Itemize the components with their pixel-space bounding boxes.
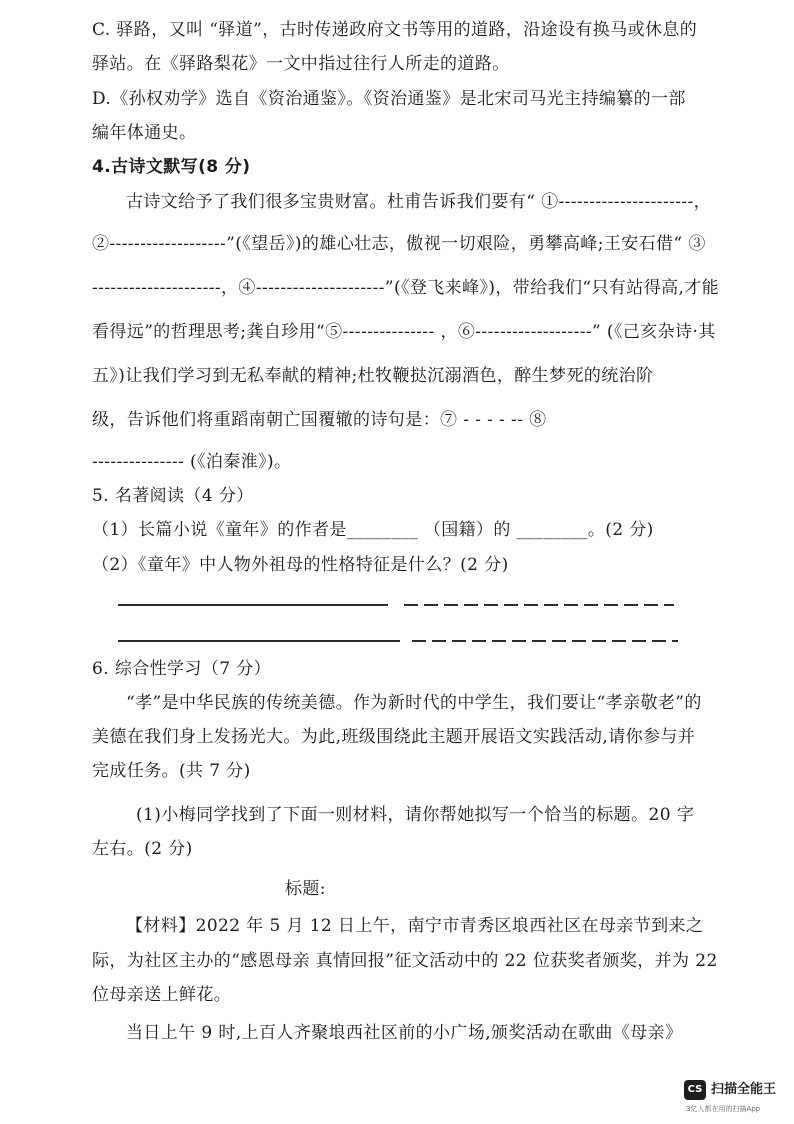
question-6-line-1: “孝”是中华民族的传统美德。作为新时代的中学生，我们要让“孝亲敬老”的 — [126, 693, 702, 713]
question-6-task-1-cont: 左右。(2 分) — [92, 839, 193, 859]
question-4-line-4: 看得远”的哲理思考;龚自珍用“⑤--------------- ，⑥-------------------” (《己亥杂诗·其 — [92, 322, 716, 342]
question-4-line-6: 级，告诉他们将重蹈南朝亡国覆辙的诗句是：⑦ - - - - -- ⑧ — [92, 410, 547, 430]
answer-line-2a[interactable] — [118, 640, 400, 642]
question-5-heading: 5. 名著阅读（4 分） — [92, 486, 254, 506]
material-line-3: 位母亲送上鲜花。 — [92, 985, 232, 1005]
question-5-part-2: （2）《童年》中人物外祖母的性格特征是什么？(2 分) — [92, 555, 509, 575]
watermark-tagline: 3亿人都在用的扫描App — [686, 1105, 761, 1113]
question-5-part-1: （1）长篇小说《童年》的作者是________ （国籍）的 ________。(2 分) — [92, 520, 654, 540]
question-6-line-3: 完成任务。(共 7 分) — [92, 761, 251, 781]
question-4-line-3: ---------------------，④---------------------”(《登飞来峰》)，带给我们“只有站得高,才能 — [92, 278, 720, 298]
material-line-1: 【材料】2022 年 5 月 12 日上午，南宁市青秀区埌西社区在母亲节到来之 — [126, 916, 704, 936]
question-4-line-7: --------------- (《泊秦淮》)。 — [92, 452, 292, 472]
option-c-line-1: C. 驿路，又叫 “驿道”，古时传递政府文书等用的道路，沿途设有换马或休息的 — [92, 20, 698, 40]
option-d-line-2: 编年体通史。 — [92, 123, 197, 143]
question-4-line-5: 五》)让我们学习到无私奉献的精神;杜牧鞭挞沉溺酒色，醉生梦死的统治阶 — [92, 366, 654, 386]
question-6-line-2: 美德在我们身上发扬光大。为此,班级围绕此主题开展语文实践活动,请你参与并 — [92, 727, 696, 747]
material-line-4: 当日上午 9 时,上百人齐聚埌西社区前的小广场,颁奖活动在歌曲《母亲》 — [126, 1023, 683, 1043]
question-6-heading: 6. 综合性学习（7 分） — [92, 659, 272, 679]
scanner-watermark — [684, 1078, 790, 1118]
question-4-line-1: 古诗文给予了我们很多宝贵财富。杜甫告诉我们要有“ ①----------------------， — [126, 192, 712, 212]
question-4-line-2: ②-------------------”(《望岳》)的雄心壮志，傲视一切艰险，勇攀高峰;王安石借“ ③ — [92, 234, 706, 254]
option-c-line-2: 驿站。在《驿路梨花》一文中指过往行人所走的道路。 — [92, 54, 510, 74]
question-6-task-1: (1)小梅同学找到了下面一则材料，请你帮她拟写一个恰当的标题。20 字 — [136, 805, 695, 825]
camscanner-logo-icon: CS — [684, 1080, 706, 1100]
title-label: 标题: — [285, 879, 326, 899]
question-4-heading: 4.古诗文默写(8 分) — [92, 157, 251, 177]
answer-line-1a[interactable] — [118, 604, 388, 606]
watermark-app-name: 扫描全能王 — [711, 1082, 777, 1097]
answer-line-2b[interactable] — [412, 640, 678, 642]
option-d-line-1: D.《孙权劝学》选自《资治通鉴》。《资治通鉴》是北宋司马光主持编纂的一部 — [92, 89, 686, 109]
answer-line-1b[interactable] — [404, 604, 674, 606]
material-line-2: 际，为社区主办的“感恩母亲 真情回报”征文活动中的 22 位获奖者颁奖，并为 22 — [92, 951, 718, 971]
